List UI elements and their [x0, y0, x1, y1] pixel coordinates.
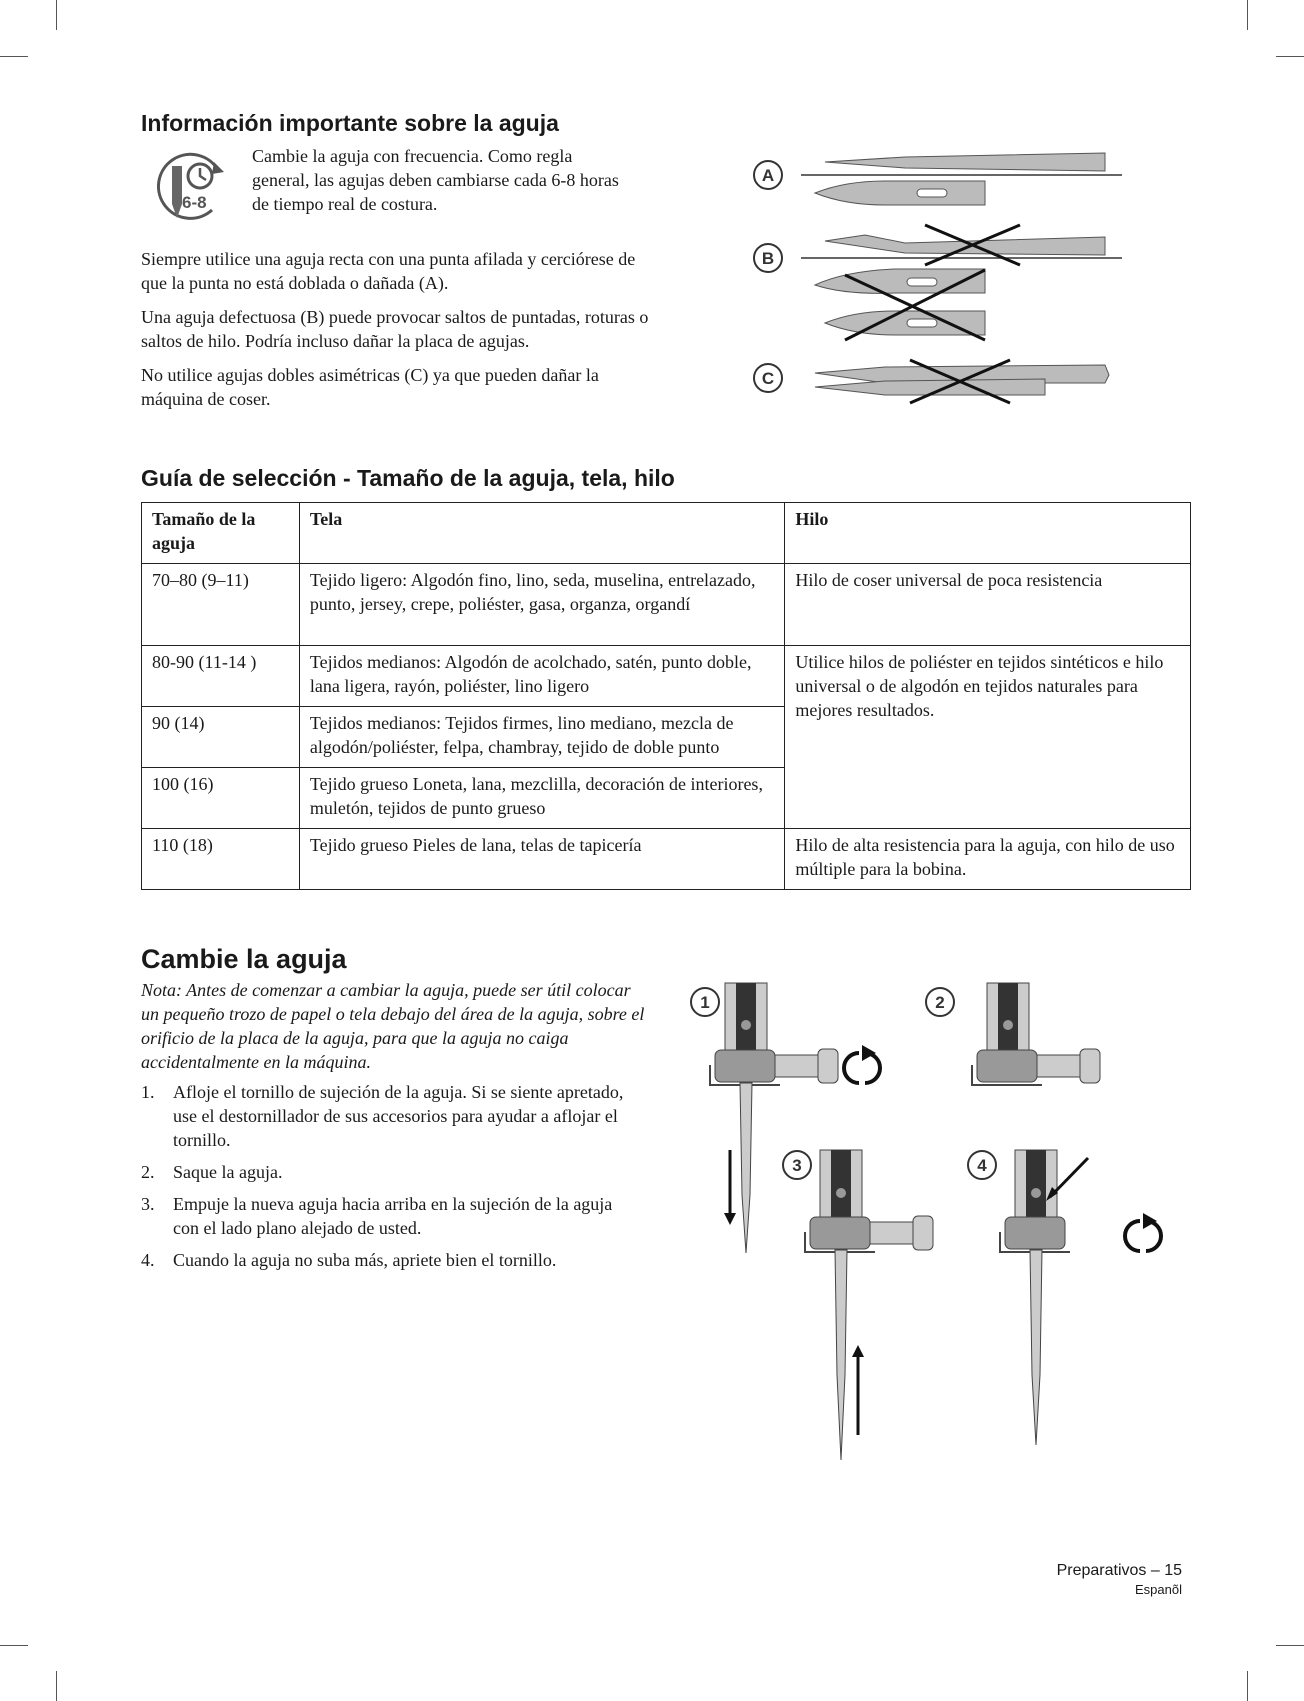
figure-label-b: B	[761, 249, 775, 268]
table-cell-fabric: Tejidos medianos: Algodón de acolchado, satén, punto doble, lana ligera, rayón, poliéster, lino ligero	[299, 646, 785, 707]
table-row	[142, 646, 1191, 707]
step-figure-label-3: 3	[792, 1156, 802, 1175]
step-number: 4.	[141, 1250, 155, 1270]
crop-mark	[1276, 56, 1304, 57]
table-cell-size: 100 (16)	[142, 768, 300, 829]
step-text: Saque la aguja.	[173, 1162, 283, 1182]
step-figure-label-1: 1	[700, 993, 710, 1012]
step-number: 2.	[141, 1162, 155, 1182]
figure-label-c: C	[761, 369, 775, 388]
crop-mark	[56, 0, 57, 30]
footer-section-page: Preparativos – 15	[1056, 1562, 1182, 1579]
table-cell-size: 110 (18)	[142, 829, 300, 890]
step-text: Cuando la aguja no suba más, apriete bien el tornillo.	[173, 1250, 557, 1270]
crop-mark	[1247, 0, 1248, 30]
table-cell-size: 80-90 (11-14 )	[142, 646, 300, 707]
table-cell-fabric: Tejido grueso Loneta, lana, mezclilla, decoración de interiores, muletón, tejidos de punto grueso	[299, 768, 785, 829]
table-cell-fabric: Tejido grueso Pieles de lana, telas de tapicería	[299, 829, 785, 890]
guide-heading: Guía de selección - Tamaño de la aguja, tela, hilo	[141, 465, 675, 491]
figure-label-a: A	[761, 166, 775, 185]
list-item	[141, 1160, 641, 1184]
needle-clock-icon	[156, 148, 232, 224]
needle-comparison-figure	[745, 145, 1135, 405]
list-item	[141, 1192, 641, 1240]
step-text: Empuje la nueva aguja hacia arriba en la sujeción de la aguja con el lado plano alejado de usted.	[173, 1194, 613, 1238]
table-header-thread: Hilo	[785, 503, 1191, 564]
table-row	[142, 829, 1191, 890]
list-item	[141, 1080, 641, 1152]
needle-info-heading: Información importante sobre la aguja	[141, 110, 559, 136]
list-item	[141, 1248, 641, 1272]
step-figure-label-4: 4	[977, 1156, 987, 1175]
needle-info-intro: Cambie la aguja con frecuencia. Como regla general, las agujas deben cambiarse cada 6-8 horas de tiempo real de costura.	[252, 146, 619, 214]
table-header-fabric: Tela	[299, 503, 785, 564]
crop-mark	[0, 1645, 28, 1646]
table-cell-thread: Utilice hilos de poliéster en tejidos sintéticos e hilo universal o de algodón en tejidos naturales para mejores resultados.	[785, 646, 1191, 829]
table-cell-fabric: Tejido ligero: Algodón fino, lino, seda, muselina, entrelazado, punto, jersey, crepe, poliéster, gasa, organza, organdí	[299, 564, 785, 646]
crop-mark	[0, 56, 28, 57]
change-needle-heading: Cambie la aguja	[141, 944, 347, 974]
needle-info-para-straight: Siempre utilice una aguja recta con una punta afilada y cerciórese de que la punta no está doblada o dañada (A).	[141, 249, 636, 293]
crop-mark	[1276, 1645, 1304, 1646]
needle-change-figure	[680, 975, 1200, 1465]
table-cell-size: 90 (14)	[142, 707, 300, 768]
step-number: 3.	[141, 1194, 155, 1214]
needle-selection-table	[141, 502, 1191, 890]
step-figure-label-2: 2	[935, 993, 945, 1012]
table-cell-thread: Hilo de coser universal de poca resistencia	[785, 564, 1191, 646]
change-needle-note: Nota: Antes de comenzar a cambiar la aguja, puede ser útil colocar un pequeño trozo de papel o tela debajo del área de la aguja, sobre el orificio de la placa de la aguja, para que la aguja no caiga accidentalmente en la máquina.	[141, 980, 645, 1072]
icon-hours-label: 6-8	[182, 193, 207, 212]
crop-mark	[56, 1671, 57, 1701]
table-header-row	[142, 503, 1191, 564]
footer-language: Espanõl	[1135, 1582, 1182, 1597]
needle-info-para-twin: No utilice agujas dobles asimétricas (C) ya que pueden dañar la máquina de coser.	[141, 365, 599, 409]
table-header-size: Tamaño de la aguja	[142, 503, 300, 564]
table-cell-size: 70–80 (9–11)	[142, 564, 300, 646]
step-text: Afloje el tornillo de sujeción de la aguja. Si se siente apretado, use el destornillador de sus accesorios para ayudar a aflojar el tornillo.	[173, 1082, 624, 1150]
table-cell-thread: Hilo de alta resistencia para la aguja, con hilo de uso múltiple para la bobina.	[785, 829, 1191, 890]
table-row	[142, 564, 1191, 646]
step-number: 1.	[141, 1082, 155, 1102]
needle-info-para-defective: Una aguja defectuosa (B) puede provocar saltos de puntadas, roturas o saltos de hilo. Podría incluso dañar la placa de agujas.	[141, 307, 649, 351]
table-cell-fabric: Tejidos medianos: Tejidos firmes, lino mediano, mezcla de algodón/poliéster, felpa, chambray, tejido de doble punto	[299, 707, 785, 768]
crop-mark	[1247, 1671, 1248, 1701]
change-needle-steps	[141, 1080, 641, 1280]
